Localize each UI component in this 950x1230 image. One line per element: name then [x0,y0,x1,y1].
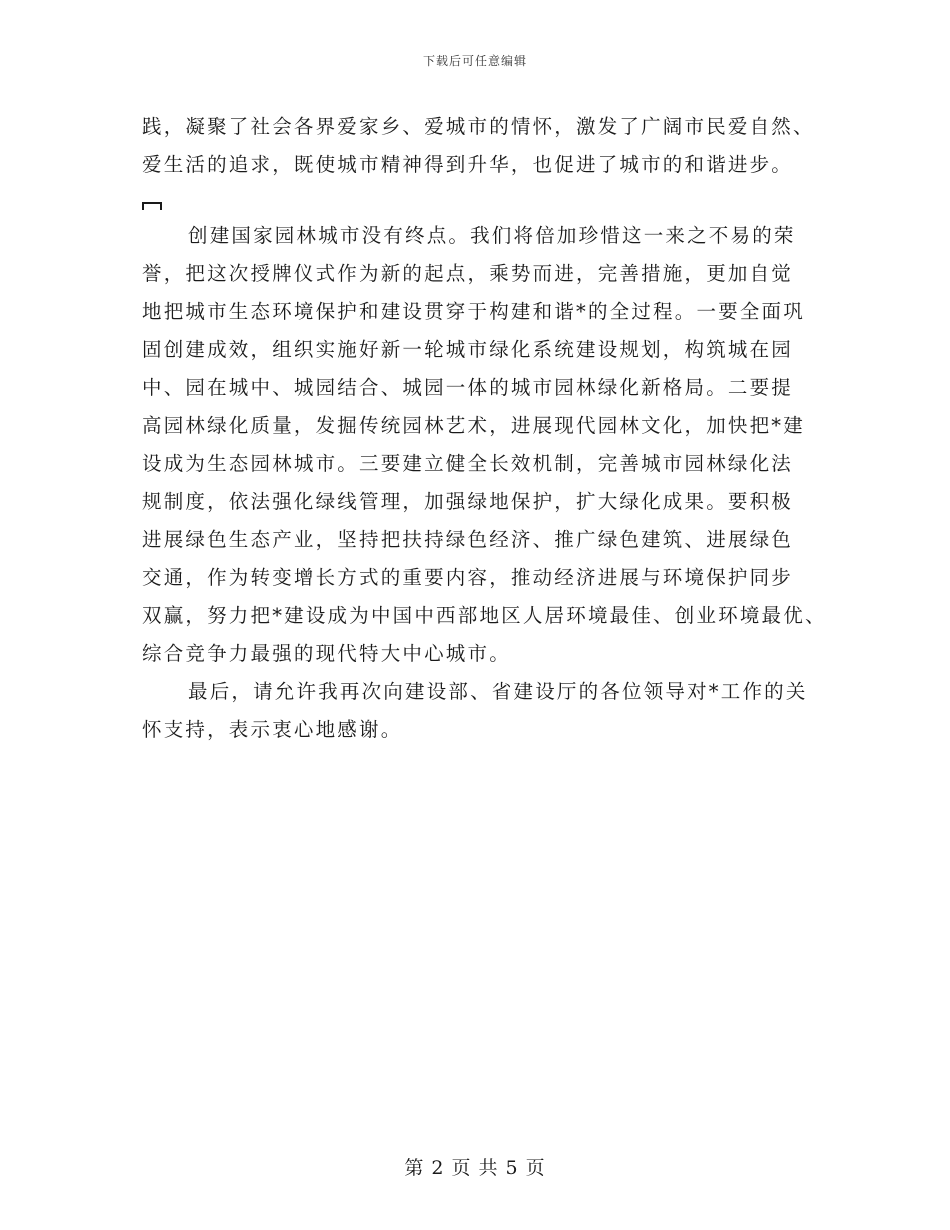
page-number: 第 2 页 共 5 页 [404,1157,546,1179]
text-line: 固创建成效，组织实施好新一轮城市绿化系统建设规划，构筑城在园 [142,338,794,361]
text-line: 高园林绿化质量，发掘传统园林艺术，进展现代园林文化，加快把*建 [142,414,805,437]
text-line: 践，凝聚了社会各界爱家乡、爱城市的情怀，激发了广阔市民爱自然、 [142,115,815,138]
text-line: 交通，作为转变增长方式的重要内容，推动经济进展与环境保护同步 [142,566,794,589]
text-line: 综合竞争力最强的现代特大中心城市。 [142,642,511,665]
text-line: 规制度，依法强化绿线管理，加强绿地保护，扩大绿化成果。要积极 [142,490,794,513]
text-line: 中、园在城中、城园结合、城园一体的城市园林绿化新格局。二要提 [142,376,794,399]
text-line: 最后，请允许我再次向建设部、省建设厅的各位领导对*工作的关 [188,680,808,703]
text-line: 双赢，努力把*建设成为中国中西部地区人居环境最佳、创业环境最优、 [142,604,827,627]
header-note: 下载后可任意编辑 [422,54,527,68]
text-line: 地把城市生态环境保护和建设贯穿于构建和谐*的全过程。一要全面巩 [142,300,805,323]
text-line: 誉，把这次授牌仪式作为新的起点，乘势而进，完善措施，更加自觉 [142,262,794,285]
section-break-mark [142,202,162,210]
text-line: 怀支持，表示衷心地感谢。 [142,718,403,741]
text-line: 设成为生态园林城市。三要建立健全长效机制，完善城市园林绿化法 [142,452,794,475]
text-line: 爱生活的追求，既使城市精神得到升华，也促进了城市的和谐进步。 [142,153,794,176]
text-line: 创建国家园林城市没有终点。我们将倍加珍惜这一来之不易的荣 [188,224,796,247]
text-line: 进展绿色生态产业，坚持把扶持绿色经济、推广绿色建筑、进展绿色 [142,528,794,551]
